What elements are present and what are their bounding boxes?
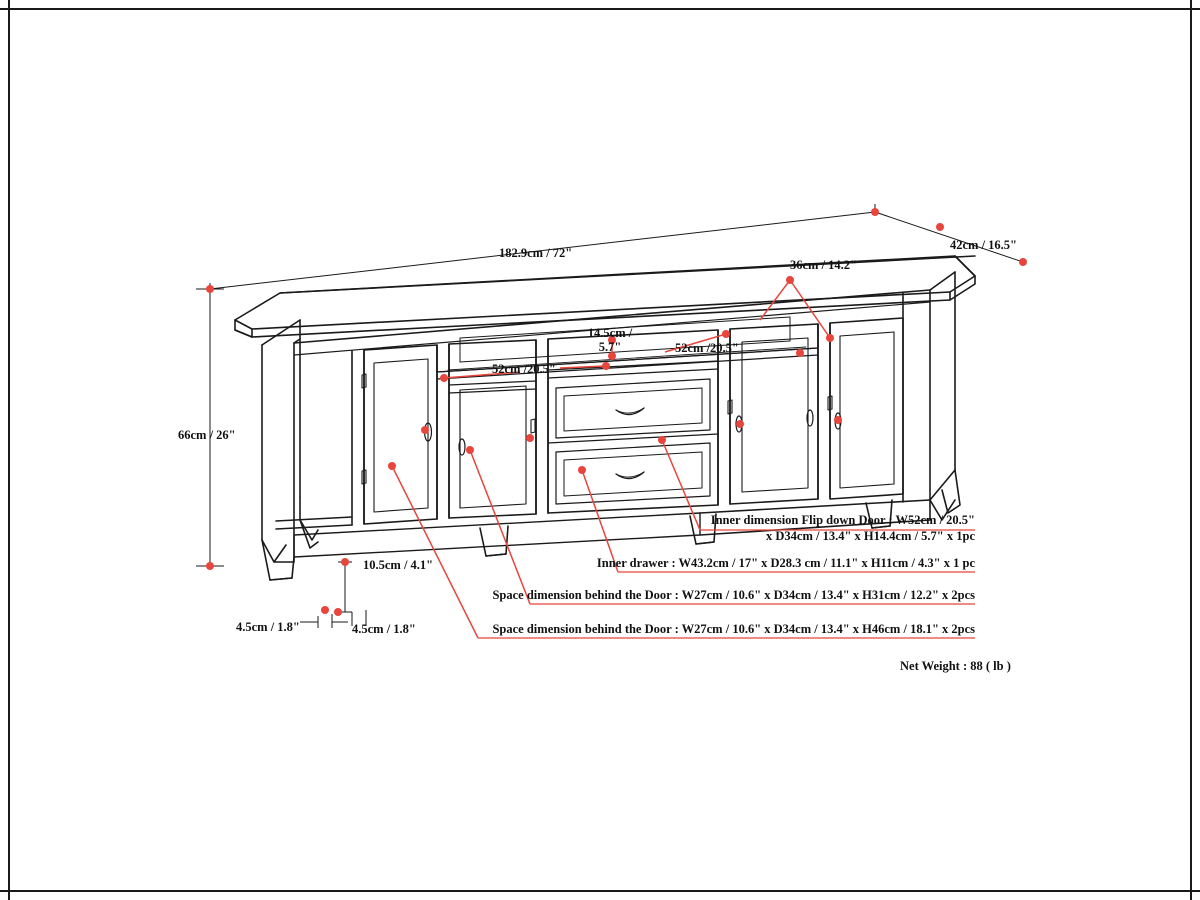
callout-flip-down-door-line2: x D34cm / 13.4" x H14.4cm / 5.7" x 1pc <box>766 529 975 543</box>
dimension-top-shelf-depth: 36cm / 14.2" <box>790 258 857 272</box>
dimension-middle-shelf-width: 52cm /20.5" <box>492 362 556 376</box>
dimension-leg-width-left: 4.5cm / 1.8" <box>236 620 300 634</box>
dimension-leg-width-right: 4.5cm / 1.8" <box>352 622 416 636</box>
dimension-overall-depth: 42cm / 16.5" <box>950 238 1017 252</box>
callout-space-behind-door-h31: Space dimension behind the Door : W27cm / 10.6" x D34cm / 13.4" x H31cm / 12.2" x 2pcs <box>492 588 975 602</box>
dimension-open-shelf-height: 14.5cm / 5.7" <box>587 326 633 354</box>
callout-inner-drawer: Inner drawer : W43.2cm / 17" x D28.3 cm / 11.1" x H11cm / 4.3" x 1 pc <box>596 556 975 570</box>
dimension-leg-clearance: 10.5cm / 4.1" <box>363 558 434 572</box>
callout-flip-down-door-line1: Inner dimension Flip down Door : W52cm / 20.5" <box>710 513 975 527</box>
dimension-overall-height: 66cm / 26" <box>178 428 236 442</box>
net-weight-label: Net Weight : 88 ( lb ) <box>900 659 1011 673</box>
callout-space-behind-door-h46: Space dimension behind the Door : W27cm / 10.6" x D34cm / 13.4" x H46cm / 18.1" x 2pcs <box>492 622 975 636</box>
dimension-overall-width: 182.9cm / 72" <box>499 246 573 260</box>
dimension-open-shelf-width: 52cm /20.5" <box>675 341 739 355</box>
